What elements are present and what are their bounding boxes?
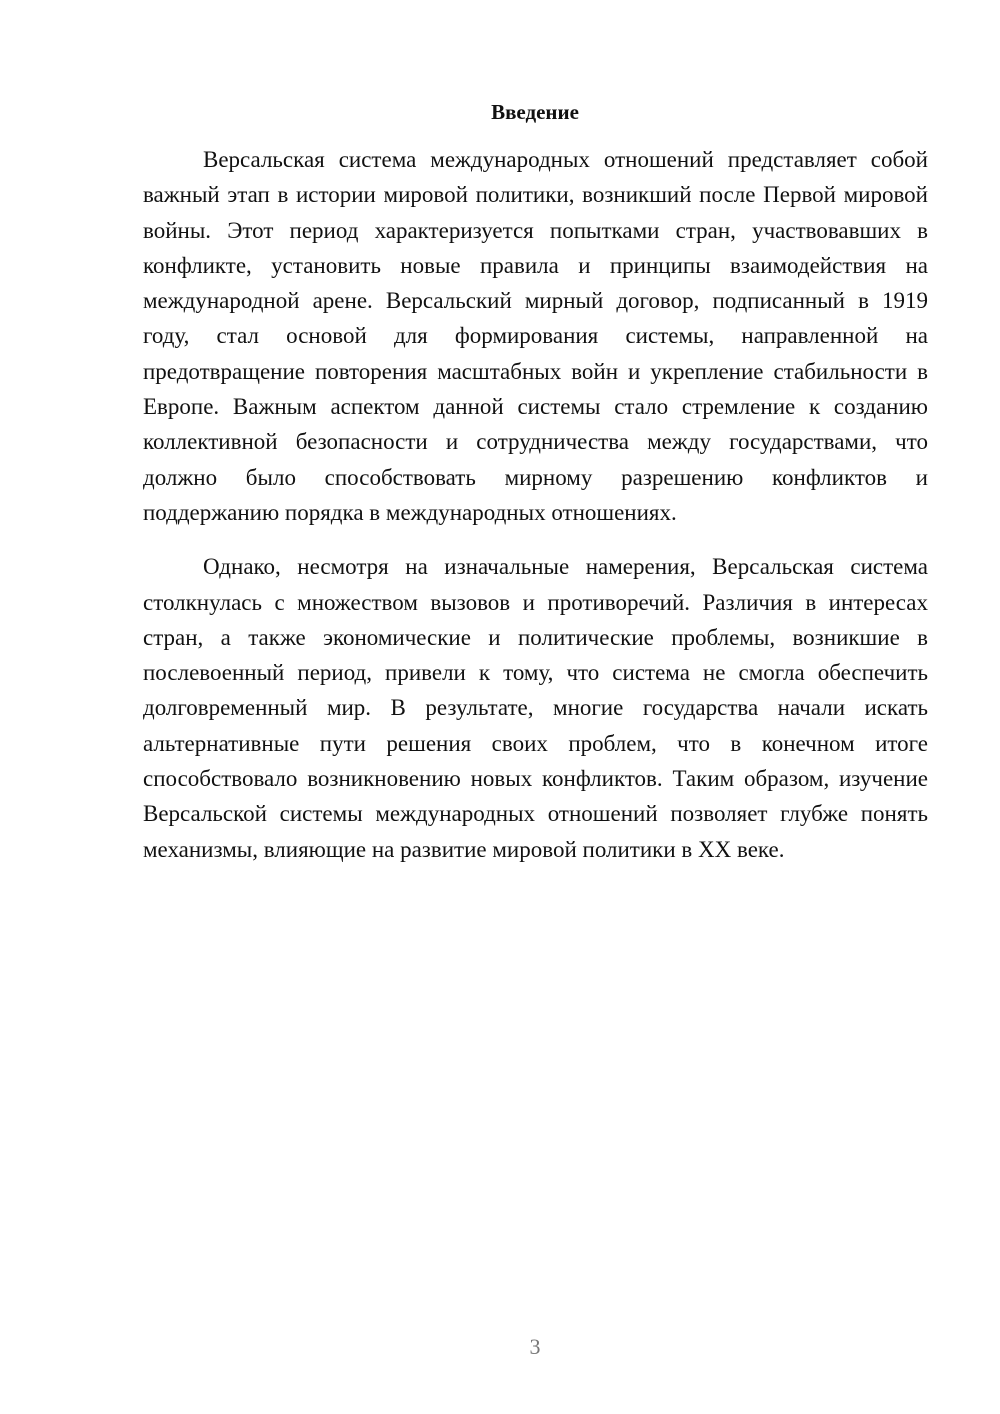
page-title: Введение: [491, 100, 579, 124]
paragraph-1: Версальская система международных отношений представляет собой важный этап в истории мировой политики, возникший после Первой мировой войны. Этот период характеризуется попытками стран, участвовавших в конфликте, установить новые правила и принципы взаимодействия на международной арене. Версальский мирный договор, подписанный в 1919 году, стал основой для формирования системы, направленной на предотвращение повторения масштабных войн и укрепление стабильности в Европе. Важным аспектом данной системы стало стремление к созданию коллективной безопасности и сотрудничества между государствами, что должно было способствовать мирному разрешению конфликтов и поддержанию порядка в международных отношениях.: [143, 147, 928, 525]
page-number: 3: [529, 1334, 541, 1359]
body-text: [143, 142, 928, 867]
paragraph-2: Однако, несмотря на изначальные намерения, Версальская система столкнулась с множеством вызовов и противоречий. Различия в интересах стран, а также экономические и политические проблемы, возникшие в послевоенный период, привели к тому, что система не смогла обеспечить долговременный мир. В результате, многие государства начали искать альтернативные пути решения своих проблем, что в конечном итоге способствовало возникновению новых конфликтов. Таким образом, изучение Версальской системы международных отношений позволяет глубже понять механизмы, влияющие на развитие мировой политики в XX веке.: [143, 554, 928, 862]
